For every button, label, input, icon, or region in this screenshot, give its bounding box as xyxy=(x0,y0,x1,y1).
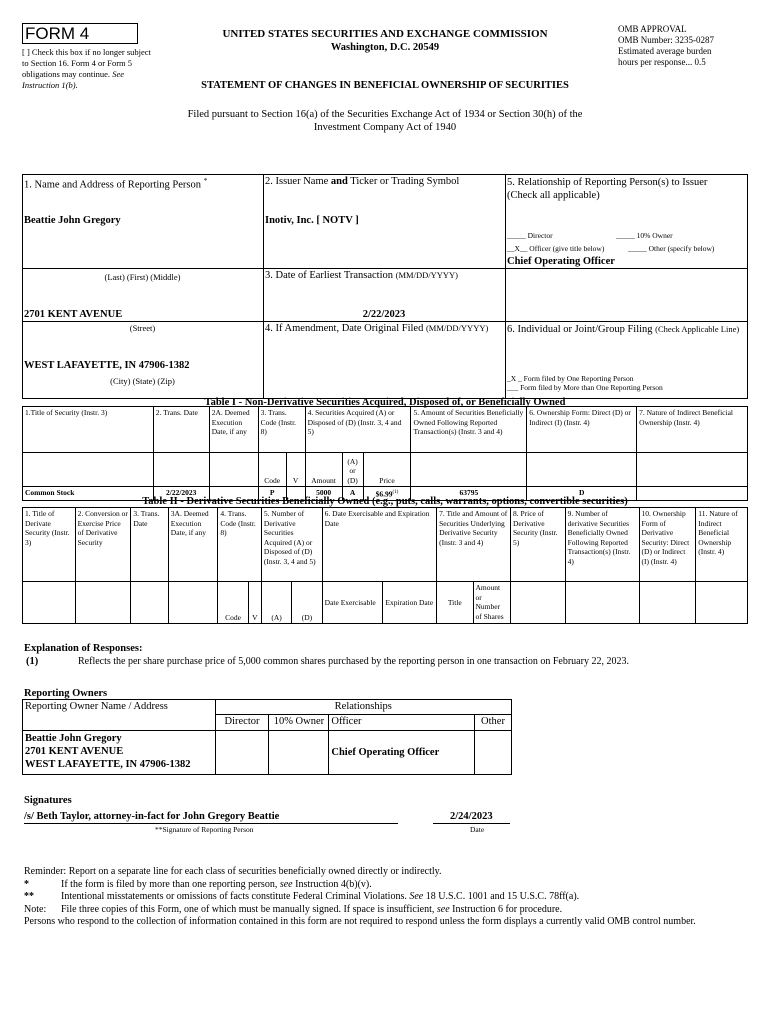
t1-header-form: 6. Ownership Form: Direct (D) or Indirect (I) (Instr. 4) xyxy=(527,407,637,453)
t1-row-a-or-d: A xyxy=(342,487,363,501)
t1-header-nature: 7. Nature of Indirect Beneficial Ownership (Instr. 4) xyxy=(637,407,748,453)
amendment-format: (MM/DD/YYYY) xyxy=(425,323,489,333)
t2-sub-empty xyxy=(696,582,748,624)
t2-sub-amount-shares: Amount or Number of Shares xyxy=(473,582,510,624)
t2-header-nature: 11. Nature of Indirect Beneficial Ownership (Instr. 4) xyxy=(696,508,748,582)
owners-table xyxy=(22,699,512,775)
double-star-note xyxy=(24,891,748,904)
t1-sub-empty xyxy=(411,453,527,487)
t1-sub-empty xyxy=(153,453,209,487)
reporting-person-city: WEST LAFAYETTE, IN 47906-1382 xyxy=(24,360,190,371)
table-row xyxy=(23,731,512,775)
t1-sub-empty xyxy=(637,453,748,487)
t2-header-form: 10. Ownership Form of Derivative Security: Direct (D) or Indirect (I) (Instr. 4) xyxy=(639,508,696,582)
explanation-number: (1) xyxy=(26,656,39,667)
owners-col-director: Director xyxy=(215,715,269,731)
issuer-label xyxy=(265,176,459,187)
t2-sub-empty xyxy=(168,582,218,624)
t2-sub-a: (A) xyxy=(261,582,291,624)
issuer-label-and: and xyxy=(330,176,348,187)
reporting-person-street: 2701 KENT AVENUE xyxy=(24,309,123,320)
form-title: FORM 4 xyxy=(25,24,90,43)
t2-header-number: 5. Number of Derivative Securities Acquired (A) or Disposed of (D) (Instr. 3, 4 and 5) xyxy=(261,508,322,582)
t1-sub-code: Code xyxy=(258,453,286,487)
amendment-label-text: 4. If Amendment, Date Original Filed xyxy=(265,323,424,334)
earliest-transaction-label xyxy=(265,270,458,281)
divider xyxy=(22,268,505,269)
omb-title: OMB APPROVAL xyxy=(618,24,687,34)
owners-col-relationships: Relationships xyxy=(215,700,511,715)
t1-row-date: 2/22/2023 xyxy=(153,487,209,501)
t2-header-exercisable: 6. Date Exercisable and Expiration Date xyxy=(322,508,436,582)
no-longer-subject-note xyxy=(22,47,152,91)
signature-date: 2/24/2023 xyxy=(450,811,493,822)
owners-row-other xyxy=(475,731,512,775)
note-label: Note: xyxy=(24,903,47,915)
table2-title: Table II - Derivative Securities Beneficially Owned (e.g., puts, calls, warrants, options, convertible securities) xyxy=(142,496,628,507)
statement-title: STATEMENT OF CHANGES IN BENEFICIAL OWNERSHIP OF SECURITIES xyxy=(201,80,569,91)
t2-header-underlying: 7. Title and Amount of Securities Underlying Derivative Security (Instr. 3 and 4) xyxy=(437,508,511,582)
reporting-person-label-text: 1. Name and Address of Reporting Person xyxy=(24,179,202,191)
omb-notice: Persons who respond to the collection of information contained in this form are not required to respond unless the form displays a currently valid OMB control number. xyxy=(24,916,696,927)
reporting-person-label xyxy=(24,176,207,191)
filed-pursuant-line-2: Investment Company Act of 1940 xyxy=(313,122,457,133)
divider xyxy=(263,174,264,399)
officer-checkline: __X__ Officer (give title below) xyxy=(507,244,605,253)
divider xyxy=(22,321,748,322)
t1-sub-amount: Amount xyxy=(305,453,342,487)
t2-sub-empty xyxy=(510,582,565,624)
t2-sub-code: Code xyxy=(218,582,248,624)
relationship-label-text: 5. Relationship of Reporting Person(s) to Issuer xyxy=(507,177,708,188)
t2-header-price: 8. Price of Derivative Security (Instr. 5) xyxy=(510,508,565,582)
reminder-note: Reminder: Report on a separate line for each class of securities beneficially owned directly or indirectly. xyxy=(24,866,442,877)
divider xyxy=(505,268,748,269)
t1-sub-empty xyxy=(23,453,154,487)
t1-sub-v: V xyxy=(286,453,305,487)
earliest-label-text: 3. Date of Earliest Transaction xyxy=(265,270,394,281)
star-note-see: see xyxy=(279,878,293,890)
t1-row-owned: 63795 xyxy=(411,487,527,501)
owners-col-officer: Officer xyxy=(329,715,475,731)
t2-sub-date-exercisable: Date Exercisable xyxy=(322,582,383,624)
t1-row-amount: 5000 xyxy=(305,487,342,501)
issuer-label-pre: 2. Issuer Name xyxy=(265,176,329,187)
explanation-heading: Explanation of Responses: xyxy=(24,643,143,654)
t2-sub-title: Title xyxy=(437,582,473,624)
filing-label-text: 6. Individual or Joint/Group Filing xyxy=(507,324,653,335)
owners-col-ten-pct: 10% Owner xyxy=(269,715,329,731)
owners-col-other: Other xyxy=(475,715,512,731)
t2-sub-d: (D) xyxy=(292,582,322,624)
t1-row-form: D xyxy=(527,487,637,501)
t1-header-title: 1.Title of Security (Instr. 3) xyxy=(23,407,154,453)
t2-header-code: 4. Trans. Code (Instr. 8) xyxy=(218,508,262,582)
owners-row-officer: Chief Operating Officer xyxy=(329,731,475,775)
filed-pursuant-line-1: Filed pursuant to Section 16(a) of the Securities Exchange Act of 1934 or Section 30(h) of the xyxy=(187,109,583,120)
single-star-note xyxy=(24,879,748,892)
no-longer-subject-text: [ ] Check this box if no longer subject to Section 16. Form 4 or Form 5 obligations may continue. xyxy=(22,47,151,79)
table1-title: Table I - Non-Derivative Securities Acquired, Disposed of, or Beneficially Owned xyxy=(204,397,566,408)
issuer-label-post: Ticker or Trading Symbol xyxy=(350,176,460,187)
agency-location: Washington, D.C. 20549 xyxy=(330,42,440,53)
signature-line xyxy=(24,823,398,824)
t2-sub-empty xyxy=(75,582,131,624)
owners-row-ten-pct xyxy=(269,731,329,775)
t2-sub-expiration: Expiration Date xyxy=(383,582,437,624)
table2 xyxy=(22,507,748,624)
file-copies-note xyxy=(24,904,748,917)
ten-pct-checkline: _____ 10% Owner xyxy=(616,231,673,240)
earliest-format: (MM/DD/YYYY) xyxy=(395,270,458,280)
t2-header-owned: 9. Number of derivative Securities Beneficially Owned Following Reported Transaction(s) (Instr. 4) xyxy=(565,508,639,582)
omb-burden-1: Estimated average burden xyxy=(618,46,712,56)
agency-name: UNITED STATES SECURITIES AND EXCHANGE COMMISSION xyxy=(222,28,548,40)
note-see: see xyxy=(436,903,450,915)
t2-header-title: 1. Title of Derivate Security (Instr. 3) xyxy=(23,508,76,582)
t2-header-deemed: 3A. Deemed Execution Date, if any xyxy=(168,508,218,582)
t2-sub-empty xyxy=(131,582,168,624)
t1-sub-price: Price xyxy=(363,453,411,487)
city-caption: (City) (State) (Zip) xyxy=(110,376,175,386)
t1-row-code: P xyxy=(258,487,286,501)
owners-row-director xyxy=(215,731,269,775)
filing-label xyxy=(507,324,747,336)
filing-one-checkline: _X _ Form filed by One Reporting Person xyxy=(507,374,634,383)
owners-row-address xyxy=(23,731,216,775)
t2-header-conversion: 2. Conversion or Exercise Price of Derivative Security xyxy=(75,508,131,582)
director-checkline: _____ Director xyxy=(507,231,553,240)
t1-header-owned: 5. Amount of Securities Beneficially Owned Following Reported Transaction(s) (Instr. 3 and 4) xyxy=(411,407,527,453)
t1-header-date: 2. Trans. Date xyxy=(153,407,209,453)
earliest-transaction-date: 2/22/2023 xyxy=(362,309,406,320)
double-star-mark: ** xyxy=(24,891,34,902)
omb-number: OMB Number: 3235-0287 xyxy=(618,35,714,45)
relationship-check-all: (Check all applicable) xyxy=(507,190,600,201)
single-star-mark: * xyxy=(24,878,29,890)
star-note-pre: If the form is filed by more than one reporting person, xyxy=(61,878,278,890)
name-caption: (Last) (First) (Middle) xyxy=(104,272,181,282)
date-line xyxy=(433,823,510,824)
street-caption: (Street) xyxy=(129,323,156,333)
relationship-label xyxy=(507,176,747,202)
other-checkline: _____ Other (specify below) xyxy=(628,244,715,253)
footer-notes xyxy=(24,866,748,929)
owners-col-name: Reporting Owner Name / Address xyxy=(23,700,216,731)
omb-burden-2: hours per response... 0.5 xyxy=(618,57,706,67)
t1-sub-empty xyxy=(527,453,637,487)
dstar-note-pre: Intentional misstatements or omissions of facts constitute Federal Criminal Violations. xyxy=(61,891,407,902)
see-instruction-link[interactable]: See Instruction 1(b). xyxy=(22,69,124,90)
filed-pursuant xyxy=(60,108,710,134)
signatures-heading: Signatures xyxy=(24,795,72,806)
t1-sub-empty xyxy=(209,453,258,487)
t1-header-code: 3. Trans. Code (Instr. 8) xyxy=(258,407,305,453)
issuer-name: Inotiv, Inc. [ NOTV ] xyxy=(265,215,359,226)
date-caption: Date xyxy=(470,825,485,834)
signer-name: /s/ Beth Taylor, attorney-in-fact for John Gregory Beattie xyxy=(24,811,280,822)
footnote-mark: * xyxy=(203,176,208,185)
owners-name: Beattie John Gregory xyxy=(25,733,122,744)
t2-sub-empty xyxy=(565,582,639,624)
dstar-note-post: 18 U.S.C. 1001 and 15 U.S.C. 78ff(a). xyxy=(425,891,580,902)
table1 xyxy=(22,406,748,501)
note-pre: File three copies of this Form, one of which must be manually signed. If space is insufficient, xyxy=(61,903,435,915)
reporting-person-name: Beattie John Gregory xyxy=(24,215,121,226)
t1-header-acquired: 4. Securities Acquired (A) or Disposed of (D) (Instr. 3, 4 and 5) xyxy=(305,407,411,453)
t2-header-date: 3. Trans. Date xyxy=(131,508,168,582)
explanation-text: Reflects the per share purchase price of 5,000 common shares purchased by the reporting person in one transaction on February 22, 2023. xyxy=(78,656,629,667)
star-note-post: Instruction 4(b)(v). xyxy=(295,878,372,890)
note-post: Instruction 6 for procedure. xyxy=(452,903,563,915)
divider xyxy=(505,174,506,399)
owners-heading: Reporting Owners xyxy=(24,688,108,699)
owners-city: WEST LAFAYETTE, IN 47906-1382 xyxy=(25,759,191,770)
t1-sub-a-or-d: (A) or (D) xyxy=(342,453,363,487)
t2-sub-v: V xyxy=(248,582,261,624)
filing-more-checkline: ___ Form filed by More than One Reporting Person xyxy=(507,383,663,392)
omb-approval xyxy=(618,24,714,68)
owners-street: 2701 KENT AVENUE xyxy=(25,746,124,757)
dstar-note-see: See xyxy=(409,891,424,902)
filing-check-text: (Check Applicable Line) xyxy=(655,324,740,334)
t1-header-deemed: 2A. Deemed Execution Date, if any xyxy=(209,407,258,453)
t2-sub-empty xyxy=(639,582,696,624)
signature-caption: **Signature of Reporting Person xyxy=(155,825,254,834)
t2-sub-empty xyxy=(23,582,76,624)
officer-title: Chief Operating Officer xyxy=(507,256,615,267)
price-footnote-link[interactable]: (1) xyxy=(392,490,399,495)
amendment-label xyxy=(265,323,488,334)
t1-row-price-value: $6.99 xyxy=(375,489,393,499)
t1-row-security: Common Stock xyxy=(23,487,154,501)
